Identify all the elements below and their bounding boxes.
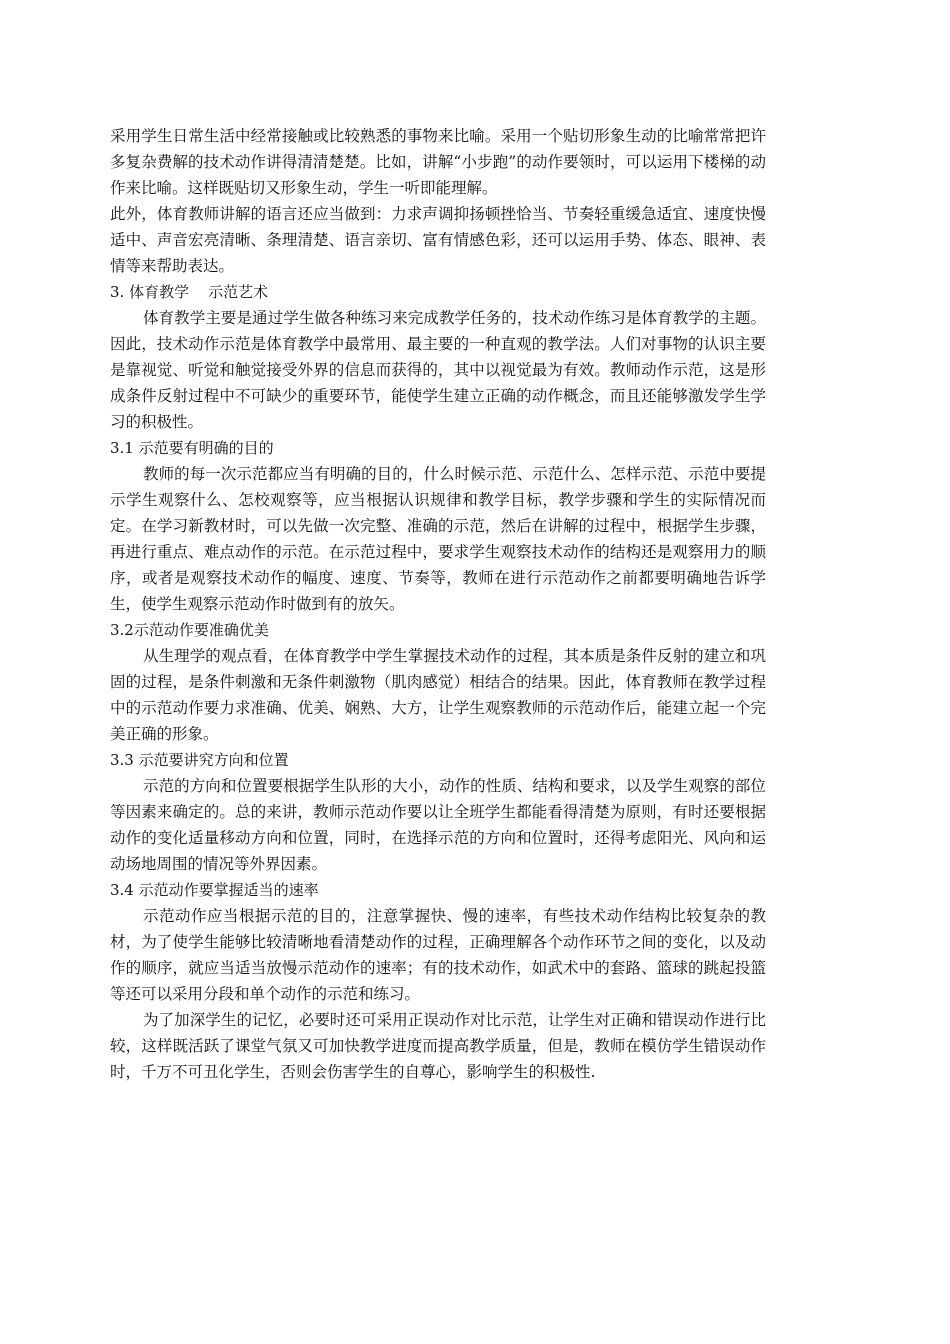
paragraph-purpose: 教师的每一次示范都应当有明确的目的，什么时候示范、示范什么、怎样示范、示范中要提示学生观察什么、怎校观察等，应当根据认识规律和教学目标，教学步骤和学生的实际情况而定。在学习新教材时，可以先做一次完整、准确的示范，然后在讲解的过程中，根据学生步骤，再进行重点、难点动作的示范。在示范过程中，要求学生观察技术动作的结构还是观察用力的顺序，或者是观察技术动作的幅度、速度、节奏等，教师在进行示范动作之前都要明确地告诉学生，使学生观察示范动作时做到有的放矢。 xyxy=(110,465,766,613)
paragraph-direction: 示范的方向和位置要根据学生队形的大小，动作的性质、结构和要求，以及学生观察的部位等因素来确定的。总的来讲，教师示范动作要以让全班学生都能看得清楚为原则，有时还要根据动作的变化适量移动方向和位置，同时，在选择示范的方向和位置时，还得考虑阳光、风向和运动场地周围的情况等外界因素。 xyxy=(110,777,766,873)
document-page xyxy=(110,123,766,1085)
paragraph-metaphor: 采用学生日常生活中经常接触或比较熟悉的事物来比喻。采用一个贴切形象生动的比喻常常把许多复杂费解的技术动作讲得清清楚楚。比如，讲解“小步跑”的动作要领时，可以运用下楼梯的动作来比喻。这样既贴切又形象生动，学生一听即能理解。 xyxy=(110,127,766,197)
section-heading-3-2: 3.2示范动作要准确优美 xyxy=(110,621,269,639)
paragraph-comparison: 为了加深学生的记忆，必要时还可采用正误动作对比示范，让学生对正确和错误动作进行比较，这样既活跃了课堂气氛又可加快教学进度而提高教学质量，但是，教师在模仿学生错误动作时，千万不可丑化学生，否则会伤害学生的自尊心，影响学生的积极性. xyxy=(110,1011,766,1081)
section-heading-3-3: 3.3 示范要讲究方向和位置 xyxy=(110,751,289,769)
paragraph-accuracy: 从生理学的观点看，在体育教学中学生掌握技术动作的过程，其本质是条件反射的建立和巩固的过程，是条件刺激和无条件刺激物（肌肉感觉）相结合的结果。因此，体育教师在教学过程中的示范动作要力求准确、优美、娴熟、大方，让学生观察教师的示范动作后，能建立起一个完美正确的形象。 xyxy=(110,647,766,743)
paragraph-language: 此外，体育教师讲解的语言还应当做到：力求声调抑扬顿挫恰当、节奏轻重缓急适宜、速度快慢适中、声音宏亮清晰、条理清楚、语言亲切、富有情感色彩，还可以运用手势、体态、眼神、表情等来帮助表达。 xyxy=(110,205,766,275)
paragraph-demonstration-intro: 体育教学主要是通过学生做各种练习来完成教学任务的，技术动作练习是体育教学的主题。因此，技术动作示范是体育教学中最常用、最主要的一种直观的教学法。人们对事物的认识主要是靠视觉、听觉和触觉接受外界的信息而获得的，其中以视觉最为有效。教师动作示范，这是形成条件反射过程中不可缺少的重要环节，能使学生建立正确的动作概念，而且还能够激发学生学习的积极性。 xyxy=(110,309,766,431)
section-heading-3-4: 3.4 示范动作要掌握适当的速率 xyxy=(110,881,319,899)
section-heading-3: 3. 体育教学 示范艺术 xyxy=(110,283,269,301)
paragraph-speed: 示范动作应当根据示范的目的，注意掌握快、慢的速率，有些技术动作结构比较复杂的教材，为了使学生能够比较清晰地看清楚动作的过程，正确理解各个动作环节之间的变化，以及动作的顺序，就应当适当放慢示范动作的速率；有的技术动作，如武术中的套路、篮球的跳起投篮等还可以采用分段和单个动作的示范和练习。 xyxy=(110,907,766,1003)
section-heading-3-1: 3.1 示范要有明确的目的 xyxy=(110,439,274,457)
